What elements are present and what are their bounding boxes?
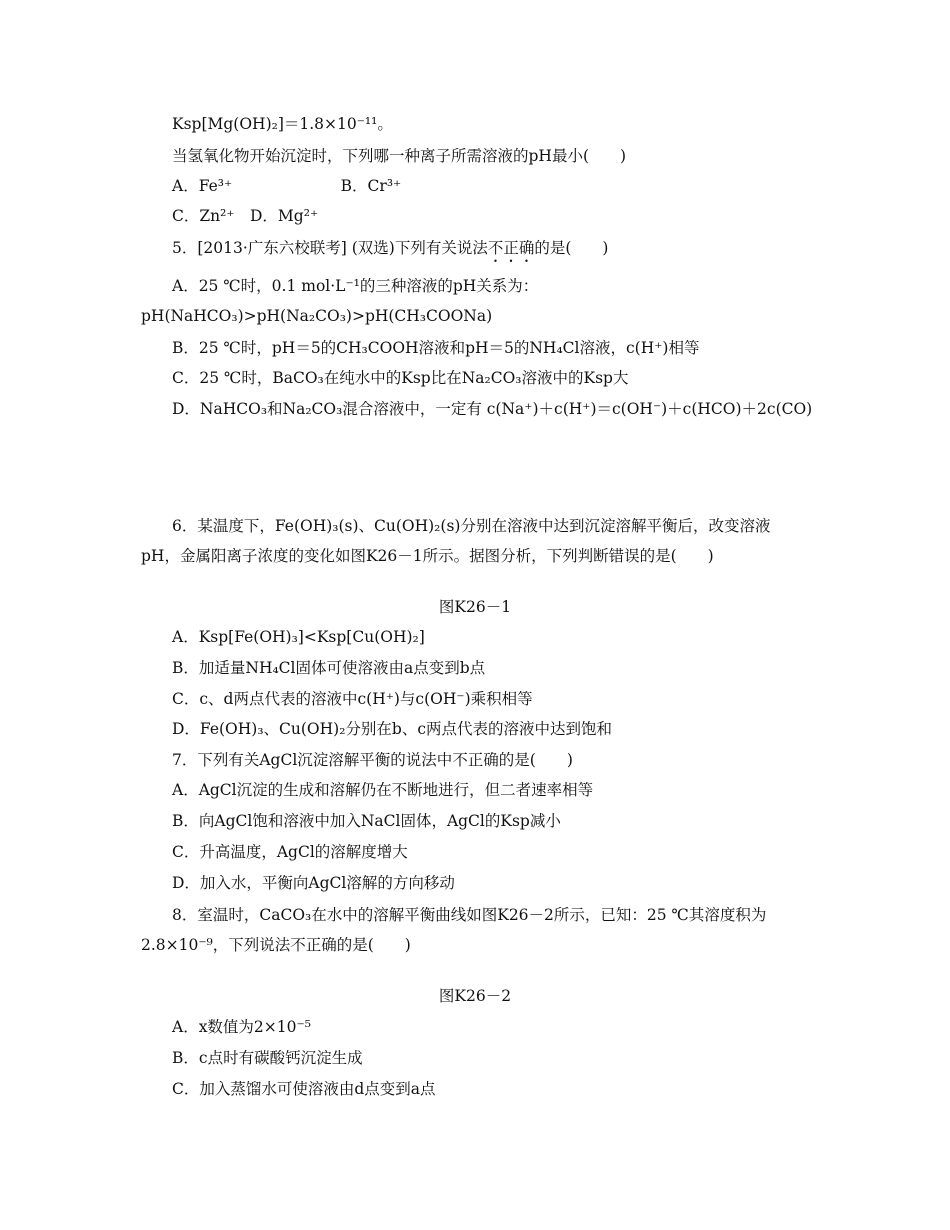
q6-option-a: A．Ksp[Fe(OH)₃]<Ksp[Cu(OH)₂] [172, 628, 425, 646]
q5-stem-before: 5．[2013·广东六校联考] (双选)下列有关说法 [172, 239, 488, 257]
q6-stem-line1: 6．某温度下，Fe(OH)₃(s)、Cu(OH)₂(s)分别在溶液中达到沉淀溶解平衡后，改变溶液 [172, 517, 771, 535]
q7-stem: 7．下列有关AgCl沉淀溶解平衡的说法中不正确的是( ) [172, 751, 573, 769]
q6-option-c: C．c、d两点代表的溶液中c(H⁺)与c(OH⁻)乘积相等 [172, 690, 533, 708]
q5-stem-emphasis: 不正确 [487, 239, 535, 257]
figure-caption-k26-1: 图K26－1 [438, 598, 512, 616]
q5-stem [172, 238, 608, 266]
q7-option-d: D．加入水，平衡向AgCl溶解的方向移动 [172, 874, 455, 892]
q6-option-d: D．Fe(OH)₃、Cu(OH)₂分别在b、c两点代表的溶液中达到饱和 [172, 720, 613, 738]
q5-stem-after: 的是( ) [534, 239, 609, 257]
q7-option-c: C．升高温度，AgCl的溶解度增大 [172, 843, 408, 861]
q5-option-d: D．NaHCO₃和Na₂CO₃混合溶液中，一定有 c(Na⁺)＋c(H⁺)＝c(OH⁻)＋c(HCO)＋2c(CO) [172, 400, 813, 418]
q7-option-a: A．AgCl沉淀的生成和溶解仍在不断地进行，但二者速率相等 [172, 781, 594, 799]
q5-option-a: A．25 ℃时，0.1 mol·L⁻¹的三种溶液的pH关系为： [172, 277, 539, 295]
q4-options-ab: A．Fe³⁺ B．Cr³⁺ [172, 177, 402, 195]
q5-option-c: C．25 ℃时，BaCO₃在纯水中的Ksp比在Na₂CO₃溶液中的Ksp大 [172, 369, 629, 387]
figure-caption-k26-2: 图K26－2 [438, 987, 512, 1005]
ksp-mg-line: Ksp[Mg(OH)₂]＝1.8×10⁻¹¹。 [172, 115, 393, 133]
q5-option-b: B．25 ℃时，pH＝5的CH₃COOH溶液和pH＝5的NH₄Cl溶液，c(H⁺)相等 [172, 339, 700, 357]
q4-options-cd: C．Zn²⁺ D．Mg²⁺ [172, 207, 319, 225]
q4-stem: 当氢氧化物开始沉淀时，下列哪一种离子所需溶液的pH最小( ) [172, 147, 627, 165]
q8-option-c: C．加入蒸馏水可使溶液由d点变到a点 [172, 1080, 436, 1098]
q8-option-a: A．x数值为2×10⁻⁵ [172, 1018, 311, 1036]
q7-option-b: B．向AgCl饱和溶液中加入NaCl固体，AgCl的Ksp减小 [172, 812, 561, 830]
q5-option-a-continued: pH(NaHCO₃)>pH(Na₂CO₃)>pH(CH₃COONa) [141, 307, 493, 325]
q6-option-b: B．加适量NH₄Cl固体可使溶液由a点变到b点 [172, 659, 486, 677]
q8-option-b: B．c点时有碳酸钙沉淀生成 [172, 1049, 363, 1067]
q6-stem-line2: pH，金属阳离子浓度的变化如图K26－1所示。据图分析，下列判断错误的是( ) [141, 547, 714, 565]
q8-stem-line2: 2.8×10⁻⁹，下列说法不正确的是( ) [141, 936, 411, 954]
q8-stem-line1: 8．室温时，CaCO₃在水中的溶解平衡曲线如图K26－2所示，已知：25 ℃其溶度积为 [172, 906, 767, 924]
